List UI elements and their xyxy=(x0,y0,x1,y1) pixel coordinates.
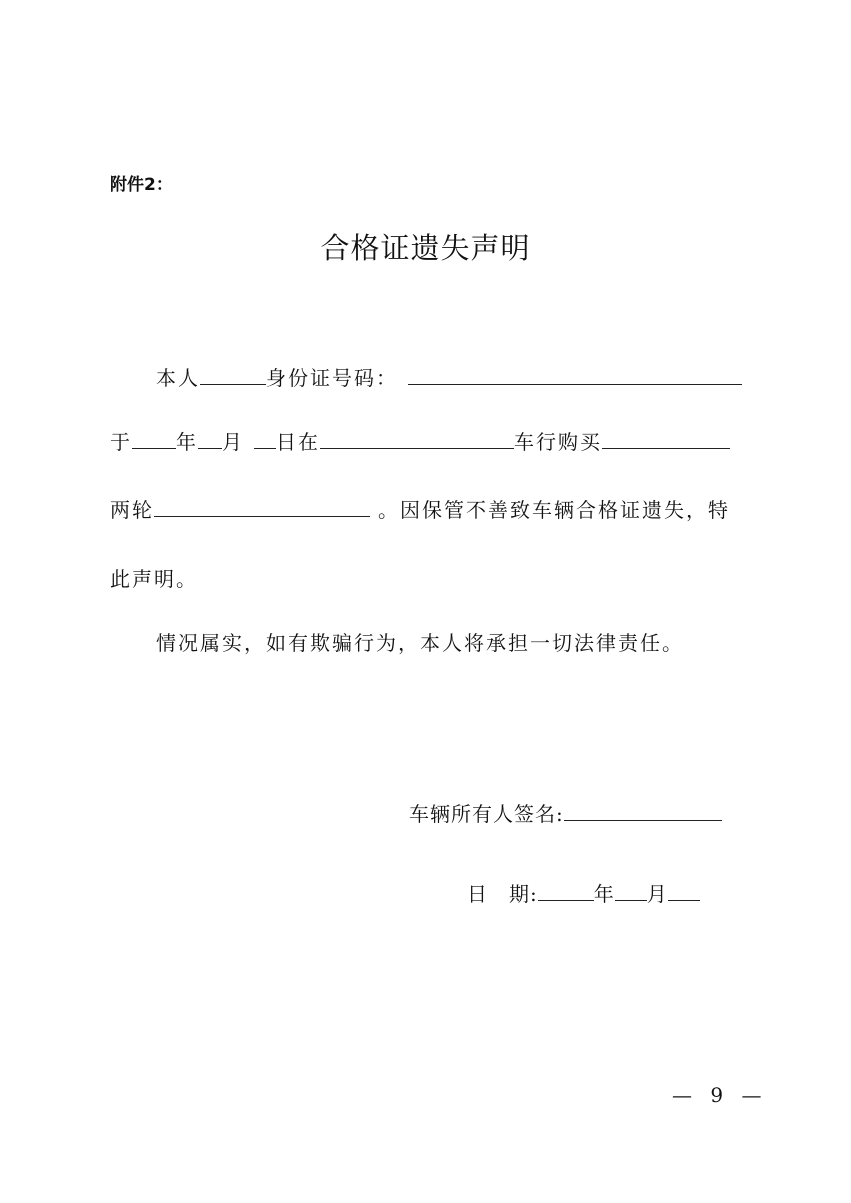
dealer-name-blank[interactable] xyxy=(320,426,514,449)
vehicle-brand-blank[interactable] xyxy=(602,426,730,449)
id-number-blank[interactable] xyxy=(408,362,742,385)
purchase-month-blank[interactable] xyxy=(198,426,222,449)
date-month-text: 月 xyxy=(646,882,668,906)
text-id-number-label: 身份证号码： xyxy=(266,366,398,390)
vehicle-model-blank[interactable] xyxy=(154,494,370,517)
purchase-year-blank[interactable] xyxy=(132,426,176,449)
date-month-blank[interactable] xyxy=(615,878,647,901)
date-row xyxy=(467,878,700,908)
text-two-wheel: 两轮 xyxy=(110,498,154,522)
text-month: 月 xyxy=(222,430,244,454)
body-line-2 xyxy=(110,426,730,456)
page-number: — 9 — xyxy=(672,1083,768,1107)
body-line-4: 此声明。 xyxy=(110,567,198,591)
signature-blank[interactable] xyxy=(564,798,722,821)
signature-label: 车辆所有人签名: xyxy=(409,802,564,826)
purchase-day-blank[interactable] xyxy=(254,426,276,449)
attachment-label: 附件2： xyxy=(110,175,173,195)
text-loss-reason: 。因保管不善致车辆合格证遗失，特 xyxy=(378,498,730,522)
body-line-3 xyxy=(110,494,730,524)
text-self: 本人 xyxy=(156,366,200,390)
date-day-blank[interactable] xyxy=(668,878,700,901)
text-on: 于 xyxy=(110,430,132,454)
document-title: 合格证遗失声明 xyxy=(320,231,531,265)
text-year: 年 xyxy=(176,430,198,454)
text-dealer-purchase: 车行购买 xyxy=(514,430,602,454)
date-label: 日 期: xyxy=(467,882,538,906)
date-year-blank[interactable] xyxy=(538,878,594,901)
body-line-1 xyxy=(156,362,398,392)
text-day-at: 日在 xyxy=(276,430,320,454)
name-blank[interactable] xyxy=(200,362,266,385)
signature-row xyxy=(409,798,722,828)
body-line-5: 情况属实，如有欺骗行为，本人将承担一切法律责任。 xyxy=(156,631,684,655)
date-year-text: 年 xyxy=(593,882,615,906)
